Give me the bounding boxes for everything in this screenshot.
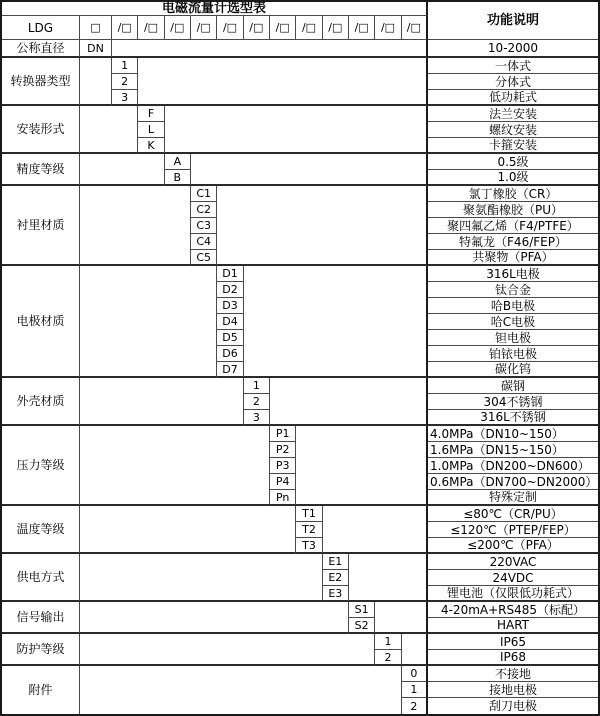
option-description: 特殊定制 xyxy=(428,490,598,506)
model-option-slot: /□ xyxy=(165,16,191,40)
option-code: D1 xyxy=(217,266,243,282)
option-description: 316L电极 xyxy=(428,266,598,282)
model-option-slot: /□ xyxy=(191,16,217,40)
option-code: 1 xyxy=(402,682,428,698)
option-code: P2 xyxy=(270,442,296,458)
option-description: 接地电极 xyxy=(428,682,598,698)
option-code: 0 xyxy=(402,666,428,682)
category-label: 附件 xyxy=(2,666,80,714)
category-right-spacer xyxy=(217,186,428,266)
category-label: 压力等级 xyxy=(2,426,80,506)
option-code: F xyxy=(138,106,164,122)
option-description: IP68 xyxy=(428,650,598,666)
category-left-spacer xyxy=(80,266,217,378)
category-right-spacer xyxy=(165,106,428,154)
dn-row-code: DN xyxy=(80,40,112,58)
category-right-spacer xyxy=(138,58,428,106)
category-right-spacer xyxy=(270,378,428,426)
option-description: 共聚物（PFA） xyxy=(428,250,598,266)
option-code: A xyxy=(165,154,191,170)
option-description: 不接地 xyxy=(428,666,598,682)
model-option-slot: /□ xyxy=(349,16,375,40)
option-description: 法兰安装 xyxy=(428,106,598,122)
model-option-slot: /□ xyxy=(375,16,401,40)
category-label: 供电方式 xyxy=(2,554,80,602)
model-option-slot: /□ xyxy=(244,16,270,40)
category-label: 信号输出 xyxy=(2,602,80,634)
option-code: E3 xyxy=(323,586,349,602)
option-code: 2 xyxy=(112,74,138,90)
option-description: 卡箍安装 xyxy=(428,138,598,154)
category-label: 安装形式 xyxy=(2,106,80,154)
option-description: ≤120℃（PTEP/FEP） xyxy=(428,522,598,538)
category-right-spacer xyxy=(375,602,428,634)
option-code: T3 xyxy=(296,538,322,554)
option-code: C1 xyxy=(191,186,217,202)
option-code: T1 xyxy=(296,506,322,522)
option-description: 304不锈钢 xyxy=(428,394,598,410)
option-description: 铂铱电极 xyxy=(428,346,598,362)
option-code: T2 xyxy=(296,522,322,538)
option-description: 锂电池（仅限低功耗式） xyxy=(428,586,598,602)
option-description: 钛合金 xyxy=(428,282,598,298)
option-description: 螺纹安装 xyxy=(428,122,598,138)
option-code: P4 xyxy=(270,474,296,490)
option-description: 4.0MPa（DN10~150） xyxy=(428,426,598,442)
option-code: D5 xyxy=(217,330,243,346)
option-description: 0.5级 xyxy=(428,154,598,170)
dn-row-description: 10-2000 xyxy=(428,40,598,58)
option-code: 2 xyxy=(375,650,401,666)
function-column-header: 功能说明 xyxy=(428,2,598,40)
option-description: IP65 xyxy=(428,634,598,650)
option-code: 1 xyxy=(244,378,270,394)
category-right-spacer xyxy=(402,634,428,666)
option-code: P1 xyxy=(270,426,296,442)
model-prefix-label: LDG xyxy=(2,16,80,40)
category-left-spacer xyxy=(80,602,349,634)
option-description: 1.0MPa（DN200~DN600） xyxy=(428,458,598,474)
option-code: D2 xyxy=(217,282,243,298)
dn-row-spacer xyxy=(112,40,428,58)
option-code: P3 xyxy=(270,458,296,474)
option-description: 氯丁橡胶（CR） xyxy=(428,186,598,202)
option-code: B xyxy=(165,170,191,186)
option-code: L xyxy=(138,122,164,138)
category-left-spacer xyxy=(80,554,323,602)
category-left-spacer xyxy=(80,58,112,106)
category-label: 衬里材质 xyxy=(2,186,80,266)
category-label: 精度等级 xyxy=(2,154,80,186)
option-code: 1 xyxy=(112,58,138,74)
category-left-spacer xyxy=(80,154,165,186)
model-option-slot: /□ xyxy=(112,16,138,40)
category-left-spacer xyxy=(80,378,244,426)
option-code: D7 xyxy=(217,362,243,378)
option-code: C5 xyxy=(191,250,217,266)
category-left-spacer xyxy=(80,186,191,266)
option-description: 聚氨酯橡胶（PU） xyxy=(428,202,598,218)
option-code: S2 xyxy=(349,618,375,634)
option-description: 低功耗式 xyxy=(428,90,598,106)
option-description: 刮刀电极 xyxy=(488,699,537,713)
category-right-spacer xyxy=(323,506,428,554)
option-code: E1 xyxy=(323,554,349,570)
category-right-spacer xyxy=(296,426,428,506)
option-description: 一体式 xyxy=(428,58,598,74)
option-description: 碳化钨 xyxy=(428,362,598,378)
category-label: 温度等级 xyxy=(2,506,80,554)
category-left-spacer xyxy=(80,426,270,506)
category-left-spacer xyxy=(80,106,138,154)
option-description: 哈C电极 xyxy=(428,314,598,330)
option-code: K xyxy=(138,138,164,154)
option-code: E2 xyxy=(323,570,349,586)
model-option-slot: /□ xyxy=(296,16,322,40)
option-description: 1.6MPa（DN15~150） xyxy=(428,442,598,458)
option-description: 分体式 xyxy=(428,74,598,90)
option-description: 4-20mA+RS485（标配） xyxy=(428,602,598,618)
option-description: 1.0级 xyxy=(428,170,598,186)
option-code: D3 xyxy=(217,298,243,314)
option-code: 3 xyxy=(244,410,270,426)
option-code: 3 xyxy=(112,90,138,106)
model-option-slot: /□ xyxy=(402,16,428,40)
category-left-spacer xyxy=(80,666,402,714)
option-code: 2 xyxy=(244,394,270,410)
option-description: 哈B电极 xyxy=(428,298,598,314)
category-right-spacer xyxy=(191,154,428,186)
category-label: 外壳材质 xyxy=(2,378,80,426)
option-description: 碳钢 xyxy=(428,378,598,394)
option-code: C3 xyxy=(191,218,217,234)
option-code: 1 xyxy=(375,634,401,650)
category-right-spacer xyxy=(349,554,428,602)
option-description: 316L不锈钢 xyxy=(428,410,598,426)
option-code: D6 xyxy=(217,346,243,362)
option-description: 0.6MPa（DN700~DN2000） xyxy=(430,474,598,489)
option-code: 2 xyxy=(402,698,428,714)
option-description: 特氟龙（F46/FEP） xyxy=(428,234,598,250)
option-code: C2 xyxy=(191,202,217,218)
option-description: 220VAC xyxy=(428,554,598,570)
model-option-slot: /□ xyxy=(270,16,296,40)
model-option-slot: /□ xyxy=(323,16,349,40)
category-label: 防护等级 xyxy=(2,634,80,666)
category-left-spacer xyxy=(80,506,296,554)
option-description: 24VDC xyxy=(428,570,598,586)
model-option-slot: /□ xyxy=(217,16,243,40)
category-label: 电极材质 xyxy=(2,266,80,378)
category-right-spacer xyxy=(244,266,428,378)
option-code: S1 xyxy=(349,602,375,618)
option-code: Pn xyxy=(270,490,296,506)
category-label: 转换器类型 xyxy=(2,58,80,106)
option-description: 钽电极 xyxy=(428,330,598,346)
option-code: C4 xyxy=(191,234,217,250)
dn-row-label: 公称直径 xyxy=(2,40,80,58)
model-option-slot: /□ xyxy=(138,16,164,40)
option-description: 聚四氟乙烯（F4/PTFE） xyxy=(428,218,598,234)
category-left-spacer xyxy=(80,634,375,666)
option-description: HART xyxy=(428,618,598,634)
option-code: D4 xyxy=(217,314,243,330)
page-title: 电磁流量计选型表 xyxy=(2,2,428,16)
option-description: ≤200℃（PFA） xyxy=(428,538,598,554)
option-description: ≤80℃（CR/PU） xyxy=(428,506,598,522)
model-dn-box: □ xyxy=(80,16,112,40)
